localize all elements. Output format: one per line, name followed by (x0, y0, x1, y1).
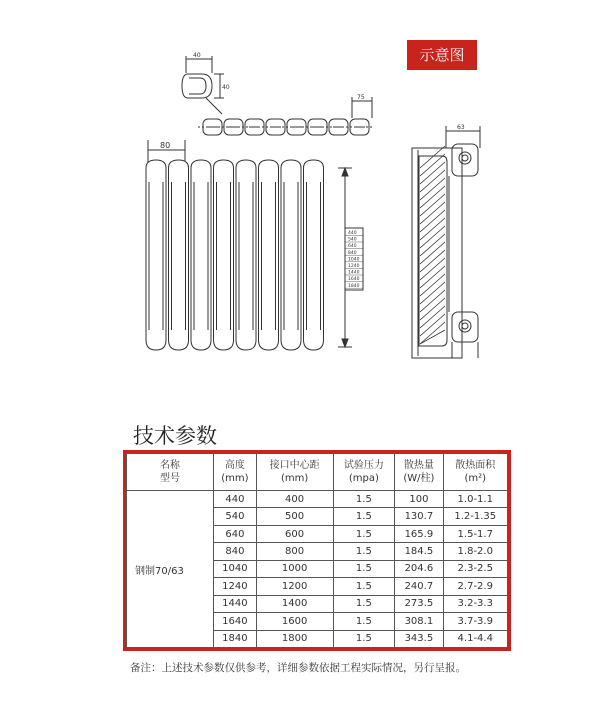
table-cell: 1.0-1.1 (443, 491, 507, 508)
table-cell: 184.5 (395, 543, 443, 560)
radiator-side-view (412, 126, 480, 358)
table-cell: 1000 (256, 560, 333, 577)
table-cell: 1.5 (333, 578, 395, 595)
height-tick-label: 1040 (348, 257, 360, 263)
table-cell: 2.7-2.9 (443, 578, 507, 595)
table-cell: 800 (256, 543, 333, 560)
radiator-column (281, 160, 301, 350)
table-cell: 1400 (256, 595, 333, 612)
header-cell: 名称 型号 (127, 454, 214, 491)
table-cell: 1200 (256, 578, 333, 595)
section-title: 技术参数 (133, 424, 217, 448)
table-cell: 1800 (256, 630, 333, 648)
radiator-column (214, 160, 234, 350)
header-cell: 高度 (mm) (214, 454, 257, 491)
table-cell: 400 (256, 491, 333, 508)
diagram-badge: 示意图 (407, 40, 477, 70)
fin-width-label: 40 (193, 52, 201, 59)
height-tick-label: 1440 (348, 270, 360, 276)
depth-label: 63 (457, 124, 465, 131)
height-tick-label: 1240 (348, 264, 360, 269)
table-cell: 4.1-4.4 (443, 630, 507, 648)
wall-hatching (420, 146, 445, 344)
table-cell: 1600 (256, 613, 333, 630)
table-cell: 130.7 (395, 508, 443, 525)
table-cell: 1040 (214, 560, 257, 577)
radiator-front-view (146, 160, 324, 350)
table-cell: 1.2-1.35 (443, 508, 507, 525)
table-cell: 1.5 (333, 560, 395, 577)
table-cell: 3.7-3.9 (443, 613, 507, 630)
height-tick-list (345, 230, 363, 289)
table-cell: 1840 (214, 630, 257, 648)
table-cell: 1.5 (333, 525, 395, 542)
table-cell: 273.5 (395, 595, 443, 612)
table-cell: 343.5 (395, 630, 443, 648)
table-cell: 1240 (214, 578, 257, 595)
table-cell: 165.9 (395, 525, 443, 542)
table-cell: 2.3-2.5 (443, 560, 507, 577)
spec-table (126, 453, 508, 648)
section-width-label: 80 (160, 141, 171, 150)
height-tick-label: 840 (348, 250, 357, 256)
radiator-column (259, 160, 279, 350)
header-cell: 试验压力 (mpa) (333, 454, 395, 491)
header-cell: 散热面积 (m²) (443, 454, 507, 491)
table-cell: 540 (214, 508, 257, 525)
table-cell: 1.5-1.7 (443, 525, 507, 542)
radiator-column (236, 160, 256, 350)
table-cell: 600 (256, 525, 333, 542)
height-tick-label: 640 (348, 244, 357, 250)
spec-table-body (127, 491, 508, 648)
radiator-column (146, 160, 166, 350)
header-cell: 散热量 (W/柱) (395, 454, 443, 491)
spec-table-header (127, 454, 508, 491)
fin-height-label: 40 (222, 84, 230, 91)
radiator-column (304, 160, 324, 350)
height-tick-label: 1840 (348, 283, 360, 289)
table-cell: 308.1 (395, 613, 443, 630)
table-cell: 240.7 (395, 578, 443, 595)
header-cell: 接口中心距 (mm) (256, 454, 333, 491)
fin-profile-detail (182, 56, 224, 114)
table-cell: 840 (214, 543, 257, 560)
spec-table-frame (123, 450, 511, 651)
table-cell: 1.5 (333, 508, 395, 525)
table-cell: 1.5 (333, 630, 395, 648)
table-cell: 500 (256, 508, 333, 525)
footnote: 备注：上述技术参数仅供参考，详细参数依据工程实际情况，另行呈报。 (130, 662, 466, 674)
pitch-label: 75 (357, 94, 365, 101)
table-cell: 1.5 (333, 595, 395, 612)
table-cell: 440 (214, 491, 257, 508)
table-cell: 1.5 (333, 543, 395, 560)
table-cell: 1.5 (333, 491, 395, 508)
table-cell: 640 (214, 525, 257, 542)
height-tick-label: 440 (348, 231, 357, 236)
table-cell: 1640 (214, 613, 257, 630)
radiator-column (169, 160, 189, 350)
fin-chain-top-view (198, 119, 374, 135)
table-cell: 100 (395, 491, 443, 508)
radiator-column (191, 160, 211, 350)
table-cell: 3.2-3.3 (443, 595, 507, 612)
model-cell: 钢制70/63 (127, 491, 214, 648)
height-tick-label: 540 (348, 237, 357, 243)
height-tick-label: 1640 (348, 277, 360, 283)
table-row (127, 491, 508, 508)
table-cell: 204.6 (395, 560, 443, 577)
table-cell: 1440 (214, 595, 257, 612)
table-cell: 1.8-2.0 (443, 543, 507, 560)
table-cell: 1.5 (333, 613, 395, 630)
